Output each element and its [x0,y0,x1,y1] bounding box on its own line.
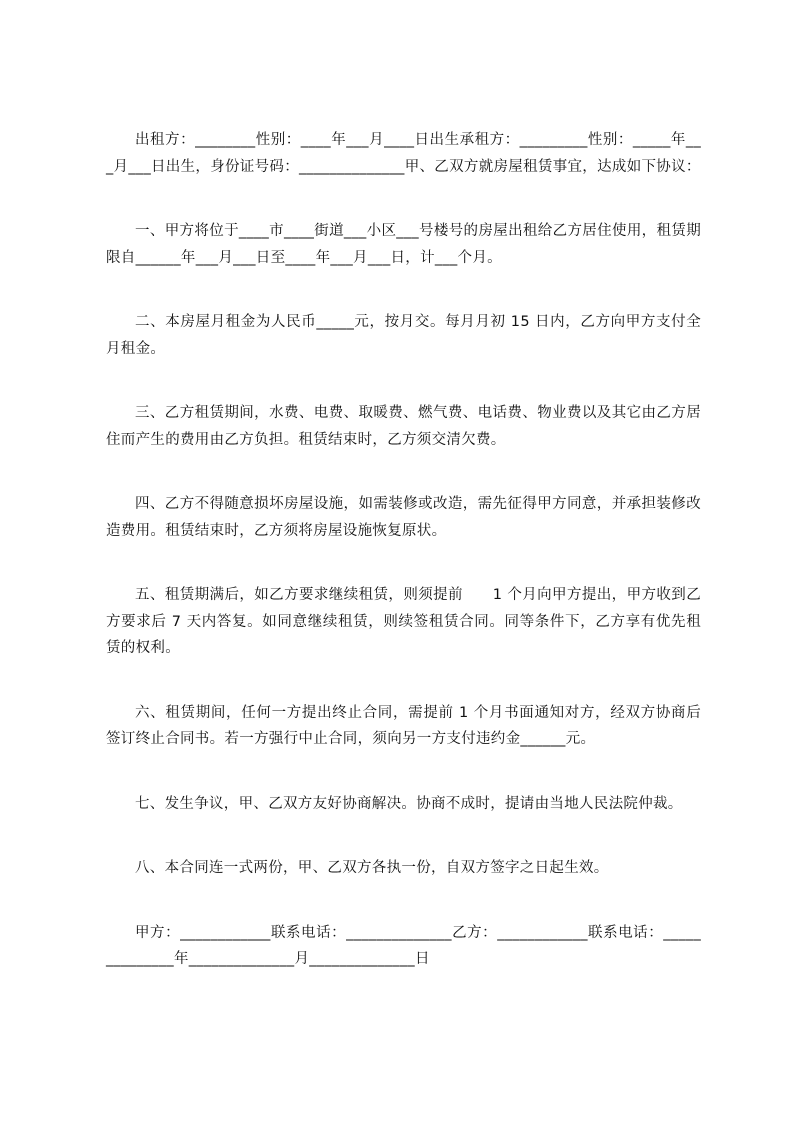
clause-4-facilities: 四、乙方不得随意损坏房屋设施，如需装修或改造，需先征得甲方同意，并承担装修改造费用。租赁结束时，乙方须将房屋设施恢复原状。 [106,496,701,539]
clause-2-rent: 二、本房屋月租金为人民币_____元，按月交。每月月初 15 日内，乙方向甲方支付全月租金。 [106,314,701,357]
clause-8-effect: 八、本合同连一式两份，甲、乙双方各执一份，自双方签字之日起生效。 [135,860,609,876]
clause-5-renewal: 五、租赁期满后，如乙方要求继续租赁，则须提前 1 个月向甲方提出，甲方收到乙方要求后 7 天内答复。如同意继续租赁，则续签租赁合同。同等条件下，乙方享有优先租赁的权利。 [106,587,701,656]
clause-1-property-term: 一、甲方将位于____市____街道___小区___号楼号的房屋出租给乙方居住使用，租赁期限自______年___月___日至____年___月___日，计___个月。 [106,223,701,266]
parties-paragraph: 出租方：________性别：____年___月____日出生承租方：_________性别：_____年___月___日出生，身份证号码：______________甲、乙双方就房屋租赁事宜，达成如下协议： [106,132,701,175]
clause-6-termination: 六、租赁期间，任何一方提出终止合同，需提前 1 个月书面通知对方，经双方协商后签订终止合同书。若一方强行中止合同，须向另一方支付违约金______元。 [106,704,701,747]
signature-block: 甲方：____________联系电话：______________乙方：____________联系电话：______________年______________月______________日 [106,924,701,967]
clause-3-utilities: 三、乙方租赁期间，水费、电费、取暖费、燃气费、电话费、物业费以及其它由乙方居住而产生的费用由乙方负担。租赁结束时，乙方须交清欠费。 [106,405,701,448]
clause-7-disputes: 七、发生争议，甲、乙双方友好协商解决。协商不成时，提请由当地人民法院仲裁。 [135,795,683,812]
